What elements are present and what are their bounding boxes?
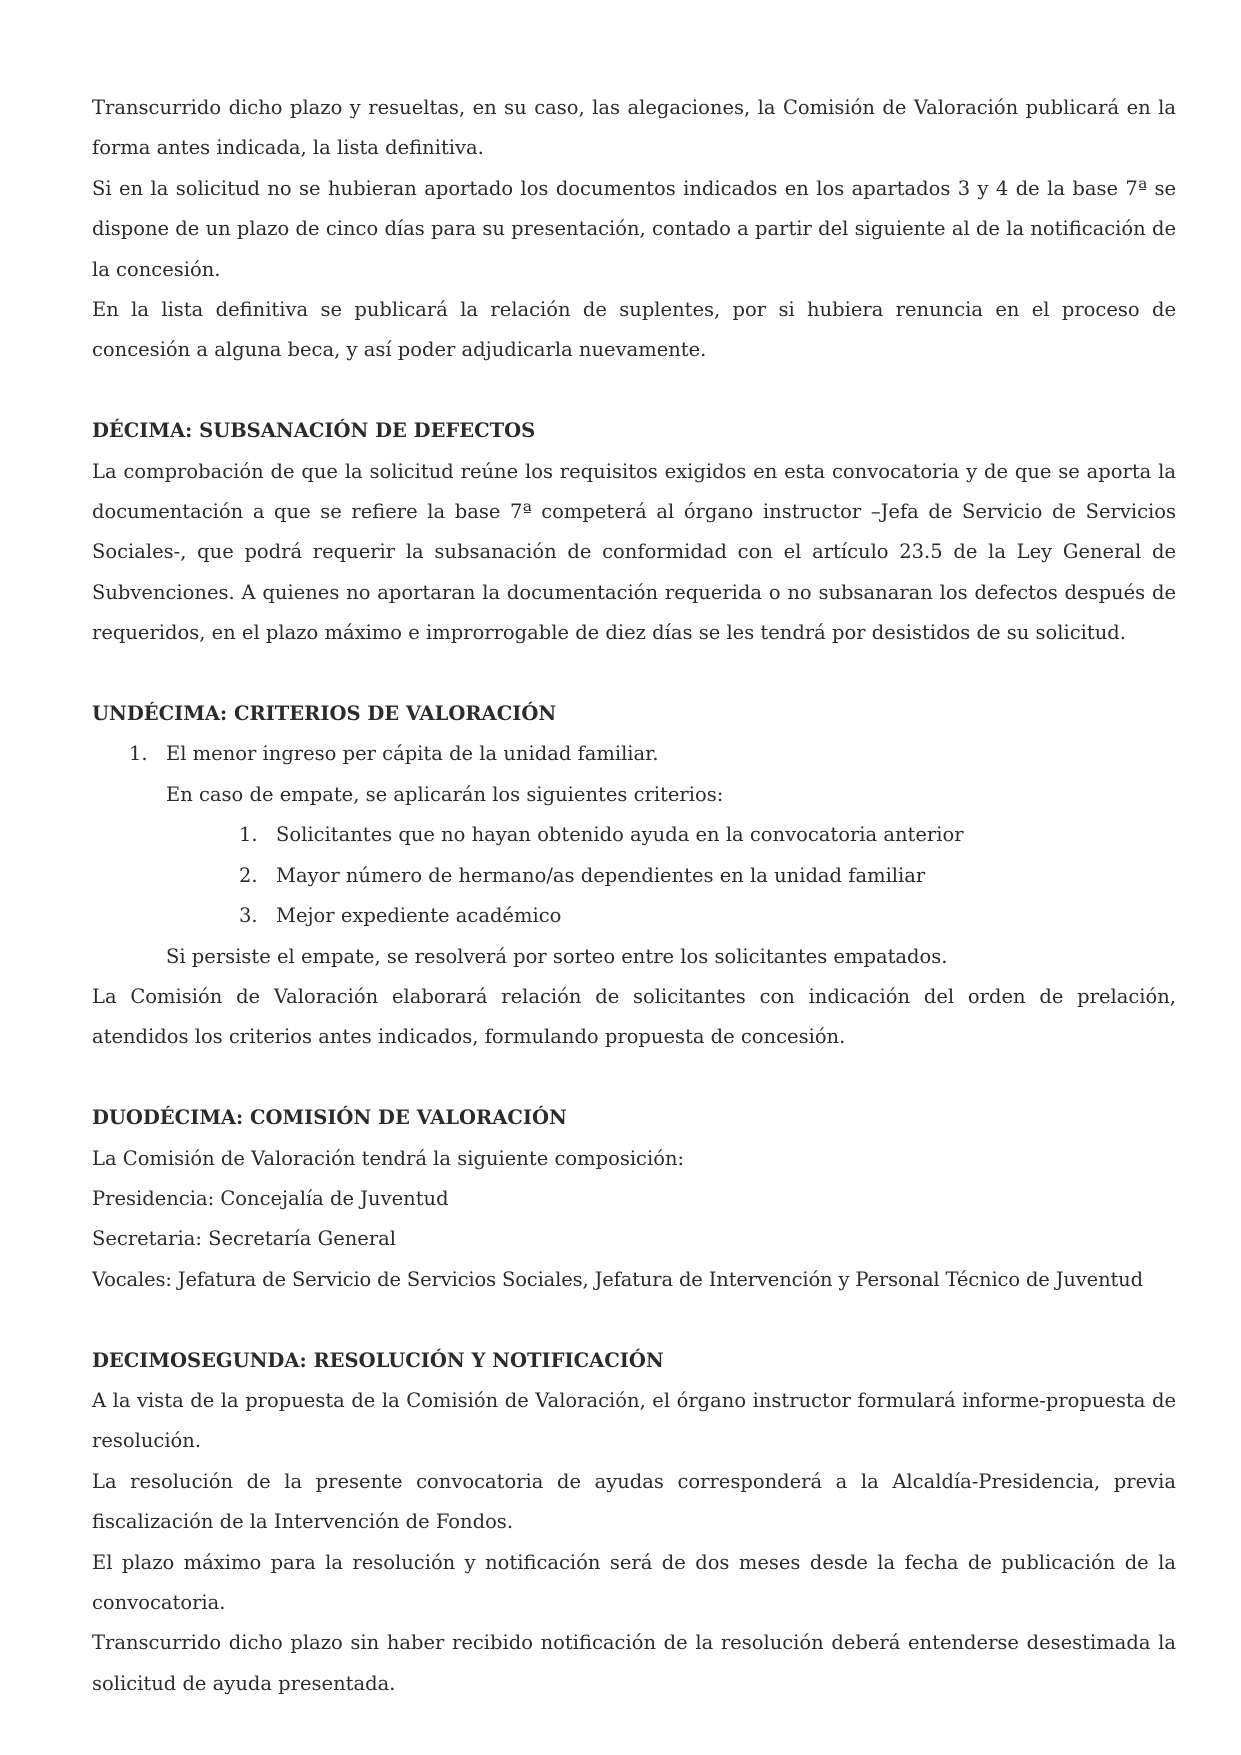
- decimosegunda-paragraph-1: A la vista de la propuesta de la Comisión de Valoración, el órgano instructor formulará informe-propuesta de resolución.: [92, 1388, 1176, 1453]
- spacer: [92, 1058, 1176, 1098]
- criteria-item-number: 1.: [129, 742, 148, 766]
- criteria-item-1: [92, 734, 1176, 774]
- tie-criterion-2: [92, 856, 1176, 896]
- tie-criterion-text: Mayor número de hermano/as dependientes en la unidad familiar: [276, 863, 926, 887]
- spacer: [92, 1300, 1176, 1340]
- decima-paragraph: La comprobación de que la solicitud reúne los requisitos exigidos en esta convocatoria y de que se aporta la documentación a que se refiere la base 7ª competerá al órgano instructor –Jefa de Servicio de Servicios Sociales-, que podrá requerir la subsanación de conformidad con el artículo 23.5 de la Ley General de Subvenciones. A quienes no aportaran la documentación requerida o no subsanaran los defectos después de requeridos, en el plazo máximo e improrrogable de diez días se les tendrá por desistidos de su solicitud.: [92, 459, 1176, 645]
- tie-criterion-number: 3.: [239, 904, 258, 928]
- tie-criterion-text: Solicitantes que no hayan obtenido ayuda en la convocatoria anterior: [276, 823, 964, 847]
- section-heading-duodecima: DUODÉCIMA: COMISIÓN DE VALORACIÓN: [92, 1106, 567, 1130]
- criteria-item-text: El menor ingreso per cápita de la unidad familiar.: [166, 742, 659, 766]
- intro-paragraph-1: Transcurrido dicho plazo y resueltas, en su caso, las alegaciones, la Comisión de Valoración publicará en la forma antes indicada, la lista definitiva.: [92, 96, 1176, 160]
- decimosegunda-paragraph-4: Transcurrido dicho plazo sin haber recibido notificación de la resolución deberá entenderse desestimada la solicitud de ayuda presentada.: [92, 1631, 1176, 1695]
- tie-criterion-text: Mejor expediente académico: [276, 904, 562, 928]
- tie-criterion-3: [92, 896, 1176, 936]
- decimosegunda-paragraph-3: El plazo máximo para la resolución y notificación será de dos meses desde la fecha de publicación de la convocatoria.: [92, 1550, 1176, 1614]
- tie-criterion-number: 2.: [239, 863, 258, 887]
- intro-paragraph-3: En la lista definitiva se publicará la relación de suplentes, por si hubiera renuncia en el proceso de concesión a alguna beca, y así poder adjudicarla nuevamente.: [92, 298, 1176, 362]
- decimosegunda-paragraph-2: La resolución de la presente convocatoria de ayudas corresponderá a la Alcaldía-Presidencia, previa fiscalización de la Intervención de Fondos.: [92, 1469, 1176, 1534]
- tie-criterion-1: [92, 815, 1176, 855]
- undecima-paragraph: La Comisión de Valoración elaborará relación de solicitantes con indicación del orden de prelación, atendidos los criterios antes indicados, formulando propuesta de concesión.: [92, 984, 1176, 1049]
- spacer: [92, 371, 1176, 411]
- section-heading-decimosegunda: DECIMOSEGUNDA: RESOLUCIÓN Y NOTIFICACIÓN: [92, 1348, 664, 1372]
- intro-paragraph-2: Si en la solicitud no se hubieran aportado los documentos indicados en los apartados 3 y 4 de la base 7ª se dispone de un plazo de cinco días para su presentación, contado a partir del siguiente al de la notificación de la concesión.: [92, 176, 1176, 281]
- tie-final: Si persiste el empate, se resolverá por sorteo entre los solicitantes empatados.: [166, 944, 948, 968]
- spacer: [92, 654, 1176, 694]
- duodecima-paragraph-3: Secretaria: Secretaría General: [92, 1227, 397, 1251]
- duodecima-paragraph-4: Vocales: Jefatura de Servicio de Servicios Sociales, Jefatura de Intervención y Personal Técnico de Juventud: [92, 1267, 1143, 1291]
- duodecima-paragraph-1: La Comisión de Valoración tendrá la siguiente composición:: [92, 1146, 685, 1170]
- tie-intro: En caso de empate, se aplicarán los siguientes criterios:: [166, 782, 724, 806]
- tie-criterion-number: 1.: [239, 823, 258, 847]
- section-heading-decima: DÉCIMA: SUBSANACIÓN DE DEFECTOS: [92, 419, 536, 443]
- duodecima-paragraph-2: Presidencia: Concejalía de Juventud: [92, 1186, 449, 1210]
- section-heading-undecima: UNDÉCIMA: CRITERIOS DE VALORACIÓN: [92, 702, 557, 726]
- document-page: [92, 88, 1176, 1704]
